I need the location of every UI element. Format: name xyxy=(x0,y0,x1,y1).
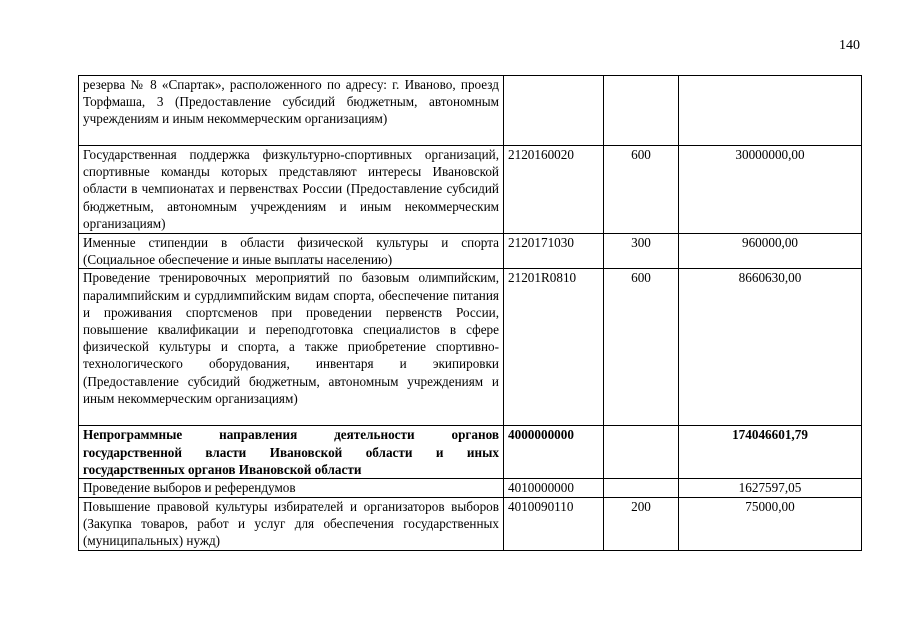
row-name: резерва № 8 «Спартак», расположенного по адресу: г. Иваново, проезд Торфмаша, 3 (Предоставление субсидий бюджетным, автономным учреждениям и иным некоммерческим организациям) xyxy=(79,76,504,146)
row-amount: 30000000,00 xyxy=(679,146,862,234)
row-amount: 960000,00 xyxy=(679,234,862,269)
row-code: 21201R0810 xyxy=(504,269,604,426)
row-amount: 1627597,05 xyxy=(679,479,862,497)
table-row xyxy=(79,269,862,426)
row-name: Именные стипендии в области физической культуры и спорта (Социальное обеспечение и иные выплаты населению) xyxy=(79,234,504,269)
table-row xyxy=(79,146,862,234)
row-name: Повышение правовой культуры избирателей и организаторов выборов (Закупка товаров, работ и услуг для обеспечения государственных (муниципальных) нужд) xyxy=(79,497,504,550)
row-amount xyxy=(679,76,862,146)
row-code xyxy=(504,76,604,146)
table-row xyxy=(79,234,862,269)
row-name: Непрограммные направления деятельности органов государственной власти Ивановской области и иных государственных органов Ивановской области xyxy=(79,426,504,479)
row-code: 2120171030 xyxy=(504,234,604,269)
row-expense-type xyxy=(604,426,679,479)
row-expense-type: 600 xyxy=(604,269,679,426)
row-amount: 75000,00 xyxy=(679,497,862,550)
budget-table xyxy=(78,75,862,551)
table-row xyxy=(79,76,862,146)
row-code: 4010000000 xyxy=(504,479,604,497)
row-amount: 8660630,00 xyxy=(679,269,862,426)
row-expense-type xyxy=(604,479,679,497)
row-code: 2120160020 xyxy=(504,146,604,234)
row-name: Проведение выборов и референдумов xyxy=(79,479,504,497)
row-expense-type: 600 xyxy=(604,146,679,234)
row-name: Государственная поддержка физкультурно-спортивных организаций, спортивные команды которых представляют интересы Ивановской области в чемпионатах и первенствах России (Предоставление субсидий бюджетным, автономным учреждениям и иным некоммерческим организациям) xyxy=(79,146,504,234)
row-amount: 174046601,79 xyxy=(679,426,862,479)
table-row xyxy=(79,497,862,550)
row-expense-type: 300 xyxy=(604,234,679,269)
row-name: Проведение тренировочных мероприятий по базовым олимпийским, паралимпийским и сурдлимпийским видам спорта, обеспечение питания и проживания спортсменов при проведении первенств России, повышение квалификации и переподготовка специалистов в сфере физической культуры и спорта, а также приобретение спортивно-технологического оборудования, инвентаря и экипировки (Предоставление субсидий бюджетным, автономным учреждениям и иным некоммерческим организациям) xyxy=(79,269,504,426)
table-row xyxy=(79,479,862,497)
row-code: 4000000000 xyxy=(504,426,604,479)
row-expense-type xyxy=(604,76,679,146)
row-expense-type: 200 xyxy=(604,497,679,550)
table-row xyxy=(79,426,862,479)
page-number: 140 xyxy=(839,38,860,53)
row-code: 4010090110 xyxy=(504,497,604,550)
